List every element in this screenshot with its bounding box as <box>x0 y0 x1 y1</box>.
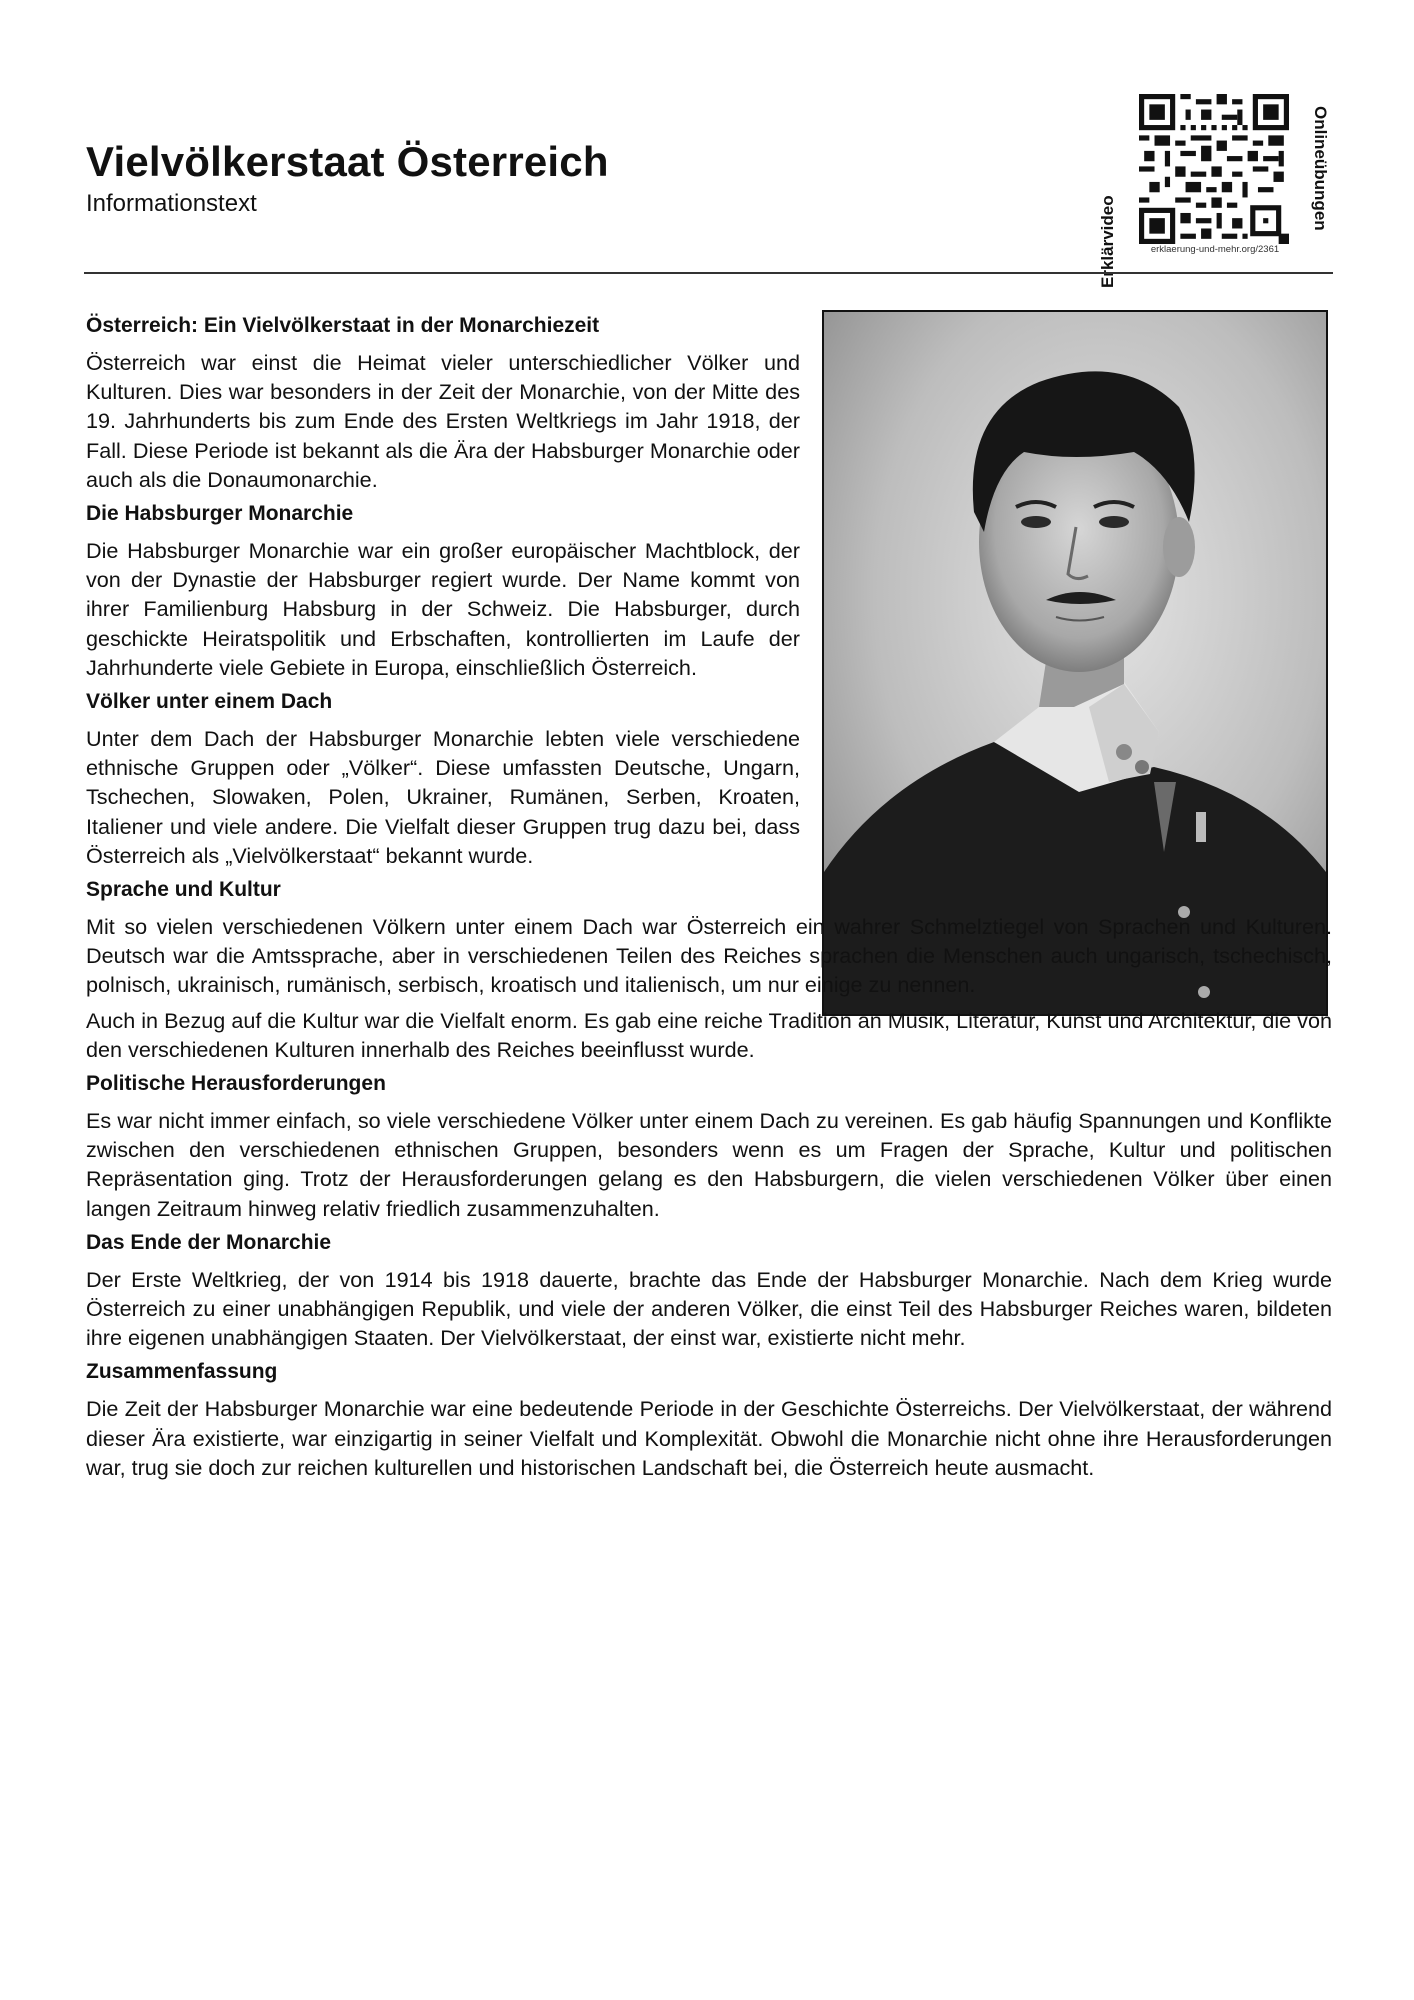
section-paragraph: Der Erste Weltkrieg, der von 1914 bis 1918 dauerte, brachte das Ende der Habsburger Monarchie. Nach dem Krieg wurde Österreich zu einer unabhängigen Republik, und viele der anderen Völker, die einst Teil des Habsburger Reiches waren, bildeten ihre eigenen unabhängigen Staaten. Der Vielvölkerstaat, der einst war, existierte nicht mehr. <box>86 1266 1332 1351</box>
section-paragraph: Unter dem Dach der Habsburger Monarchie lebten viele verschiedene ethnische Gruppen oder „Völker“. Diese umfassten Deutsche, Ungarn, Tschechen, Slowaken, Polen, Ukrainer, Rumänen, Serben, Kroaten, Italiener und viele andere. Die Vielfalt dieser Gruppen trug dazu bei, dass Österreich als „Vielvölkerstaat“ bekannt wurde. <box>86 726 800 868</box>
section-voelker <box>86 688 800 870</box>
section-intro <box>86 312 800 494</box>
qr-code-icon[interactable] <box>1138 94 1290 244</box>
section-paragraph: Die Habsburger Monarchie war ein großer europäischer Machtblock, der von der Dynastie der Habsburger regiert wurde. Der Name kommt von ihrer Familienburg Habsburg in der Schweiz. Die Habsburger, durch geschickte Heiratspolitik und Erbschaften, kontrollierten im Laufe der Jahrhunderte viele Gebiete in Europa, einschließlich Österreich. <box>86 538 800 680</box>
section-heading: Österreich: Ein Vielvölkerstaat in der Monarchiezeit <box>86 314 600 337</box>
article-body <box>86 312 1332 1488</box>
section-ende <box>86 1229 1332 1353</box>
section-heading: Politische Herausforderungen <box>86 1072 386 1096</box>
section-sprache-kultur <box>86 876 1332 1064</box>
section-paragraph: Auch in Bezug auf die Kultur war die Vielfalt enorm. Es gab eine reiche Tradition an Musik, Literatur, Kunst und Architektur, die von den verschiedenen Kulturen innerhalb des Reiches beeinflusst wurde. <box>86 1007 1332 1062</box>
section-zusammenfassung <box>86 1358 1332 1482</box>
section-politik <box>86 1070 1332 1223</box>
section-heading: Die Habsburger Monarchie <box>86 502 354 526</box>
qr-label-erklaervideo: Erklärvideo <box>1098 195 1117 288</box>
section-heading: Das Ende der Monarchie <box>86 1230 332 1254</box>
header-divider <box>84 272 1333 274</box>
qr-label-onlineuebungen: Onlineübungen <box>1311 106 1330 231</box>
page-title: Vielvölkerstaat Österreich <box>86 138 609 185</box>
section-heading: Zusammenfassung <box>86 1360 278 1384</box>
section-paragraph: Mit so vielen verschiedenen Völkern unter einem Dach war Österreich ein wahrer Schmelztiegel von Sprachen und Kulturen. Deutsch war die Amtssprache, aber in verschiedenen Teilen des Reiches sprachen die Menschen auch ungarisch, tschechisch, polnisch, ukrainisch, rumänisch, serbisch, kroatisch und italienisch, um nur einige zu nennen. <box>86 914 1332 998</box>
section-paragraph: Die Zeit der Habsburger Monarchie war eine bedeutende Periode in der Geschichte Österreichs. Der Vielvölkerstaat, der während dieser Ära existierte, war einzigartig in seiner Vielfalt und Komplexität. Obwohl die Monarchie nicht ohne ihre Herausforderungen war, trug sie doch zur reichen kulturellen und historischen Landschaft bei, die Österreich heute ausmacht. <box>86 1396 1332 1480</box>
section-heading: Völker unter einem Dach <box>86 690 333 714</box>
qr-url: erklaerung-und-mehr.org/2361 <box>1150 244 1280 255</box>
section-paragraph: Es war nicht immer einfach, so viele verschiedene Völker unter einem Dach zu vereinen. Es gab häufig Spannungen und Konflikte zwischen den verschiedenen ethnischen Gruppen, besonders wenn es um Fragen der Sprache, Kultur und politischen Repräsentation ging. Trotz der Herausforderungen gelang es den Habsburgern, die vielen verschiedenen Völker über einen langen Zeitraum hinweg relativ friedlich zusammenzuhalten. <box>86 1108 1332 1221</box>
section-heading: Sprache und Kultur <box>86 878 281 902</box>
section-habsburger-monarchie <box>86 500 800 682</box>
page-subtitle: Informationstext <box>86 190 257 217</box>
qr-code-block[interactable] <box>1098 88 1330 288</box>
section-paragraph: Österreich war einst die Heimat vieler unterschiedlicher Völker und Kulturen. Dies war besonders in der Zeit der Monarchie, von der Mitte des 19. Jahrhunderts bis zum Ende des Ersten Weltkriegs im Jahr 1918, der Fall. Diese Periode ist bekannt als die Ära der Habsburger Monarchie oder auch als die Donaumonarchie. <box>86 350 800 492</box>
